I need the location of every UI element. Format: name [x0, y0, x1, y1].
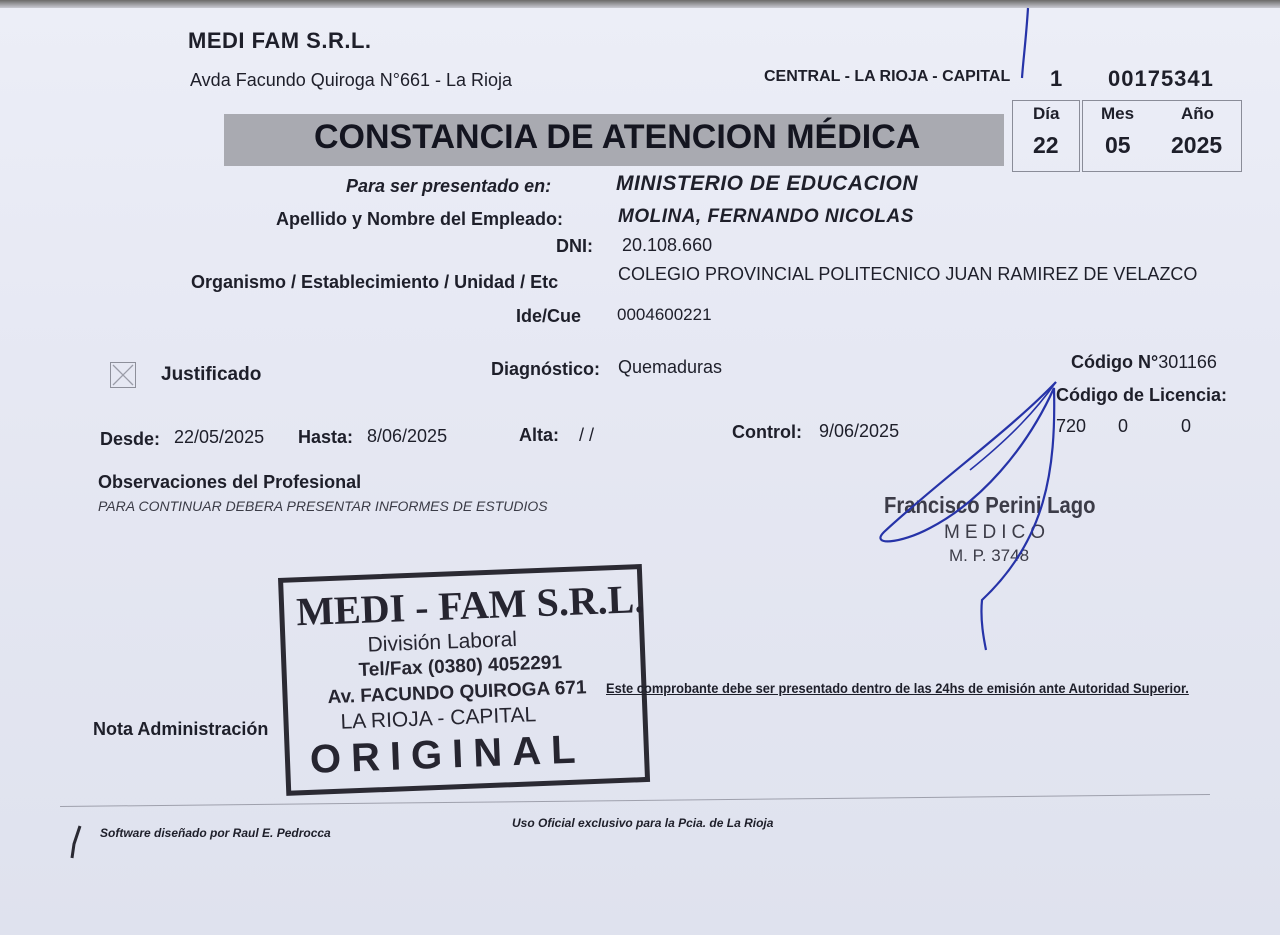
idecue-label: Ide/Cue: [516, 306, 582, 326]
presentar-label: Para ser presentado en:: [346, 176, 552, 196]
handwritten-signature: [860, 0, 1120, 660]
notice-text: Este comprobante debe ser presentado dentro de las 24hs de emisión ante Autoridad Superior.: [606, 680, 1189, 696]
codigo-value: 301166: [1158, 352, 1217, 372]
licencia-value-2: 0: [1118, 416, 1129, 436]
diagnostico-label: Diagnóstico:: [491, 359, 601, 379]
licencia-value-3: 0: [1181, 416, 1192, 436]
stamp-city: LA RIOJA - CAPITAL: [340, 703, 537, 734]
empleado-label: Apellido y Nombre del Empleado:: [276, 209, 564, 229]
company-address: Avda Facundo Quiroga N°661 - La Rioja: [190, 70, 513, 90]
footer-divider: [60, 794, 1210, 807]
stamp-company: MEDI - FAM S.R.L.: [295, 575, 646, 635]
hasta-value: 8/06/2025: [367, 426, 448, 446]
company-rubber-stamp: [278, 564, 650, 796]
date-day-label: Día: [1033, 104, 1060, 123]
date-month-value: 05: [1105, 132, 1131, 158]
control-label: Control:: [732, 422, 802, 442]
document-number: 00175341: [1108, 66, 1214, 91]
organismo-label: Organismo / Establecimiento / Unidad / Etc: [191, 272, 559, 292]
observaciones-label: Observaciones del Profesional: [98, 472, 362, 492]
organismo-value: COLEGIO PROVINCIAL POLITECNICO JUAN RAMIREZ DE VELAZCO: [618, 264, 1198, 284]
dni-value: 20.108.660: [622, 235, 713, 255]
justificado-checkbox[interactable]: [110, 362, 136, 388]
dni-label: DNI:: [556, 236, 593, 256]
desde-label: Desde:: [100, 429, 161, 449]
doctor-title: MEDICO: [944, 522, 1050, 543]
official-use-note: Uso Oficial exclusivo para la Pcia. de La Rioja: [512, 816, 774, 830]
software-credit: Software diseñado por Raul E. Pedrocca: [100, 826, 331, 840]
nota-administracion-label: Nota Administración: [93, 719, 269, 739]
stamp-phone: Tel/Fax (0380) 4052291: [358, 652, 563, 681]
doctor-name: Francisco Perini Lago: [884, 492, 1096, 518]
presentar-value: MINISTERIO DE EDUCACION: [616, 172, 919, 195]
doctor-matricula: M. P. 3748: [949, 546, 1030, 565]
company-name: MEDI FAM S.R.L.: [188, 28, 372, 53]
alta-value: / /: [579, 425, 595, 445]
control-value: 9/06/2025: [819, 421, 900, 441]
document-serie: 1: [1050, 66, 1063, 91]
stamp-original: ORIGINAL: [309, 727, 587, 782]
codigo-label: Código N°: [1071, 352, 1159, 372]
justificado-label: Justificado: [161, 364, 262, 385]
stamp-address: Av. FACUNDO QUIROGA 671: [327, 677, 587, 709]
document-title: CONSTANCIA DE ATENCION MÉDICA: [314, 118, 921, 156]
date-year-label: Año: [1181, 104, 1215, 123]
checkbox-cross-icon: [111, 363, 135, 387]
licencia-value-1: 720: [1056, 416, 1087, 436]
alta-label: Alta:: [519, 425, 559, 445]
desde-value: 22/05/2025: [174, 427, 265, 447]
stamp-division: División Laboral: [367, 627, 518, 657]
pen-mark-icon: [68, 824, 84, 860]
date-day-value: 22: [1033, 132, 1059, 158]
diagnostico-value: Quemaduras: [618, 357, 723, 377]
idecue-value: 0004600221: [617, 305, 712, 324]
date-year-value: 2025: [1171, 132, 1223, 158]
hasta-label: Hasta:: [298, 427, 354, 447]
date-month-label: Mes: [1101, 104, 1135, 123]
licencia-label: Código de Licencia:: [1056, 385, 1228, 405]
empleado-value: MOLINA, FERNANDO NICOLAS: [618, 206, 914, 227]
branch-label: CENTRAL - LA RIOJA - CAPITAL: [764, 68, 1011, 85]
observaciones-text: PARA CONTINUAR DEBERA PRESENTAR INFORMES DE ESTUDIOS: [98, 498, 548, 514]
